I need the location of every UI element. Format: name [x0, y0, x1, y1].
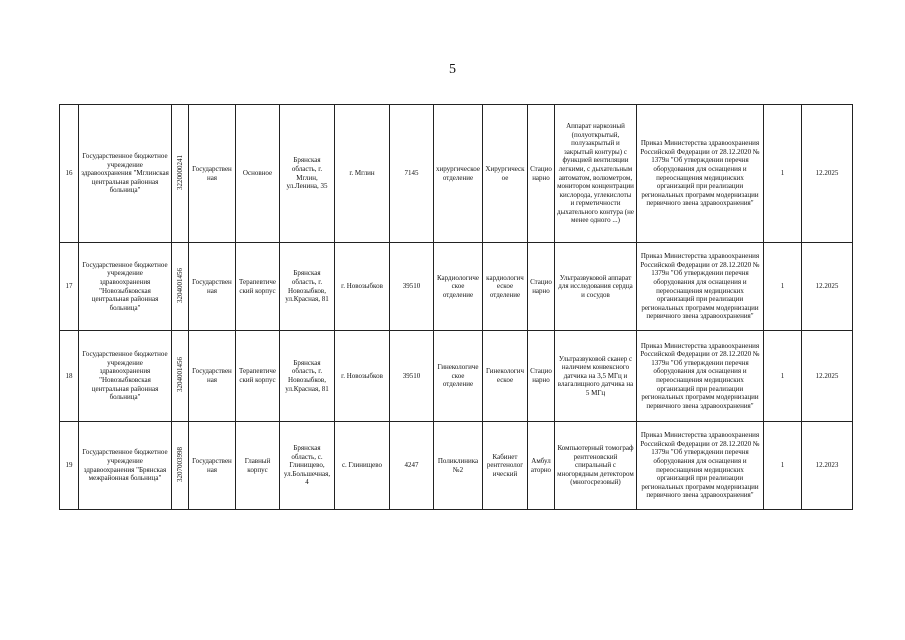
cell-ownership-type: Государственная	[189, 243, 236, 331]
cell-building-name: Терапевтический корпус	[236, 243, 280, 331]
cell-department: Кардиологическое отделение	[434, 243, 483, 331]
cell-organization-code	[172, 331, 189, 422]
cell-address: Брянская область, г. Мглин, ул.Ленина, 35	[280, 105, 335, 243]
cell-organization-code	[172, 243, 189, 331]
cell-ownership-type: Государственная	[189, 331, 236, 422]
cell-legal-basis: Приказ Министерства здравоохранения Российской Федерации от 28.12.2020 № 1379н "Об утверждении перечня оборудования для оснащения и переоснащения медицинских организаций при реализации региональных программ модернизации первичного звена здравоохранения"	[637, 331, 764, 422]
table-row	[60, 422, 853, 510]
cell-address: Брянская область, г. Новозыбков, ул.Красная, 81	[280, 331, 335, 422]
cell-organization-name: Государственное бюджетное учреждение здравоохранения "Брянская межрайонная больница"	[79, 422, 172, 510]
table-row	[60, 243, 853, 331]
cell-building-name: Главный корпус	[236, 422, 280, 510]
cell-quantity: 1	[764, 105, 802, 243]
table-row	[60, 331, 853, 422]
cell-equipment-name: Аппарат наркозный (полуоткрытый, полузакрытый и закрытый контуры) с функцией вентиляции легкими, с дыхательным автоматом, волюметром, монитором концентрации кислорода, углекислоты и герметичности дыхательного контура (не менее одного ...)	[555, 105, 637, 243]
cell-equipment-name: Ультразвуковой аппарат для исследования сердца и сосудов	[555, 243, 637, 331]
cell-delivery-date: 12.2023	[802, 422, 853, 510]
cell-care-form: Стационарно	[528, 243, 555, 331]
cell-care-form: Стационарно	[528, 105, 555, 243]
cell-care-form: Амбулаторно	[528, 422, 555, 510]
cell-organization-code	[172, 422, 189, 510]
cell-delivery-date: 12.2025	[802, 105, 853, 243]
cell-settlement: г. Мглин	[335, 105, 390, 243]
table-row	[60, 105, 853, 243]
cell-row-number: 16	[60, 105, 79, 243]
cell-department: Гинекологическое отделение	[434, 331, 483, 422]
cell-row-number: 18	[60, 331, 79, 422]
cell-ownership-type: Государственная	[189, 105, 236, 243]
cell-organization-code-text: 3204001456	[176, 267, 184, 303]
cell-legal-basis: Приказ Министерства здравоохранения Российской Федерации от 28.12.2020 № 1379н "Об утверждении перечня оборудования для оснащения и переоснащения медицинских организаций при реализации региональных программ модернизации первичного звена здравоохранения"	[637, 243, 764, 331]
cell-ownership-type: Государственная	[189, 422, 236, 510]
cell-quantity: 1	[764, 331, 802, 422]
cell-delivery-date: 12.2025	[802, 243, 853, 331]
cell-building-name: Терапевтический корпус	[236, 331, 280, 422]
cell-equipment-name: Ультразвуковой сканер с наличием конвексного датчика на 3,5 МГц и влагалищного датчика на 5 МГц	[555, 331, 637, 422]
cell-legal-basis: Приказ Министерства здравоохранения Российской Федерации от 28.12.2020 № 1379н "Об утверждении перечня оборудования для оснащения и переоснащения медицинских организаций при реализации региональных программ модернизации первичного звена здравоохранения"	[637, 105, 764, 243]
cell-quantity: 1	[764, 422, 802, 510]
cell-row-number: 19	[60, 422, 79, 510]
cell-index-code: 39510	[390, 331, 434, 422]
cell-department: хирургическое отделение	[434, 105, 483, 243]
cell-organization-code	[172, 105, 189, 243]
cell-equipment-name: Компьютерный томограф рентгеновский спиральный с многорядным детектором (многосрезовый)	[555, 422, 637, 510]
equipment-table	[59, 104, 853, 510]
cell-delivery-date: 12.2025	[802, 331, 853, 422]
cell-organization-name: Государственное бюджетное учреждение здравоохранения "Новозыбковская центральная районная больница"	[79, 243, 172, 331]
cell-room: Кабинет рентгенологический	[483, 422, 528, 510]
cell-settlement: г. Новозыбков	[335, 243, 390, 331]
cell-address: Брянская область, с. Глинищево, ул.Большечная, 4	[280, 422, 335, 510]
cell-settlement: с. Глинищево	[335, 422, 390, 510]
cell-organization-code-text: 3207003998	[176, 446, 184, 482]
cell-room: кардиологическое отделение	[483, 243, 528, 331]
cell-index-code: 4247	[390, 422, 434, 510]
page-number: 5	[449, 62, 456, 77]
cell-index-code: 39510	[390, 243, 434, 331]
cell-room: Гинекологическое	[483, 331, 528, 422]
cell-organization-code-text: 3204001456	[176, 357, 184, 393]
cell-organization-code-text: 3220000241	[176, 154, 184, 190]
cell-index-code: 7145	[390, 105, 434, 243]
cell-address: Брянская область, г. Новозыбков, ул.Красная, 81	[280, 243, 335, 331]
cell-settlement: г. Новозыбков	[335, 331, 390, 422]
cell-care-form: Стационарно	[528, 331, 555, 422]
cell-row-number: 17	[60, 243, 79, 331]
cell-room: Хирургическое	[483, 105, 528, 243]
cell-department: Поликлиника №2	[434, 422, 483, 510]
cell-legal-basis: Приказ Министерства здравоохранения Российской Федерации от 28.12.2020 № 1379н "Об утверждении перечня оборудования для оснащения и переоснащения медицинских организаций при реализации региональных программ модернизации первичного звена здравоохранения"	[637, 422, 764, 510]
cell-organization-name: Государственное бюджетное учреждение здравоохранения "Мглинская центральная районная больница"	[79, 105, 172, 243]
cell-quantity: 1	[764, 243, 802, 331]
cell-building-name: Основное	[236, 105, 280, 243]
cell-organization-name: Государственное бюджетное учреждение здравоохранения "Новозыбковская центральная районная больница"	[79, 331, 172, 422]
